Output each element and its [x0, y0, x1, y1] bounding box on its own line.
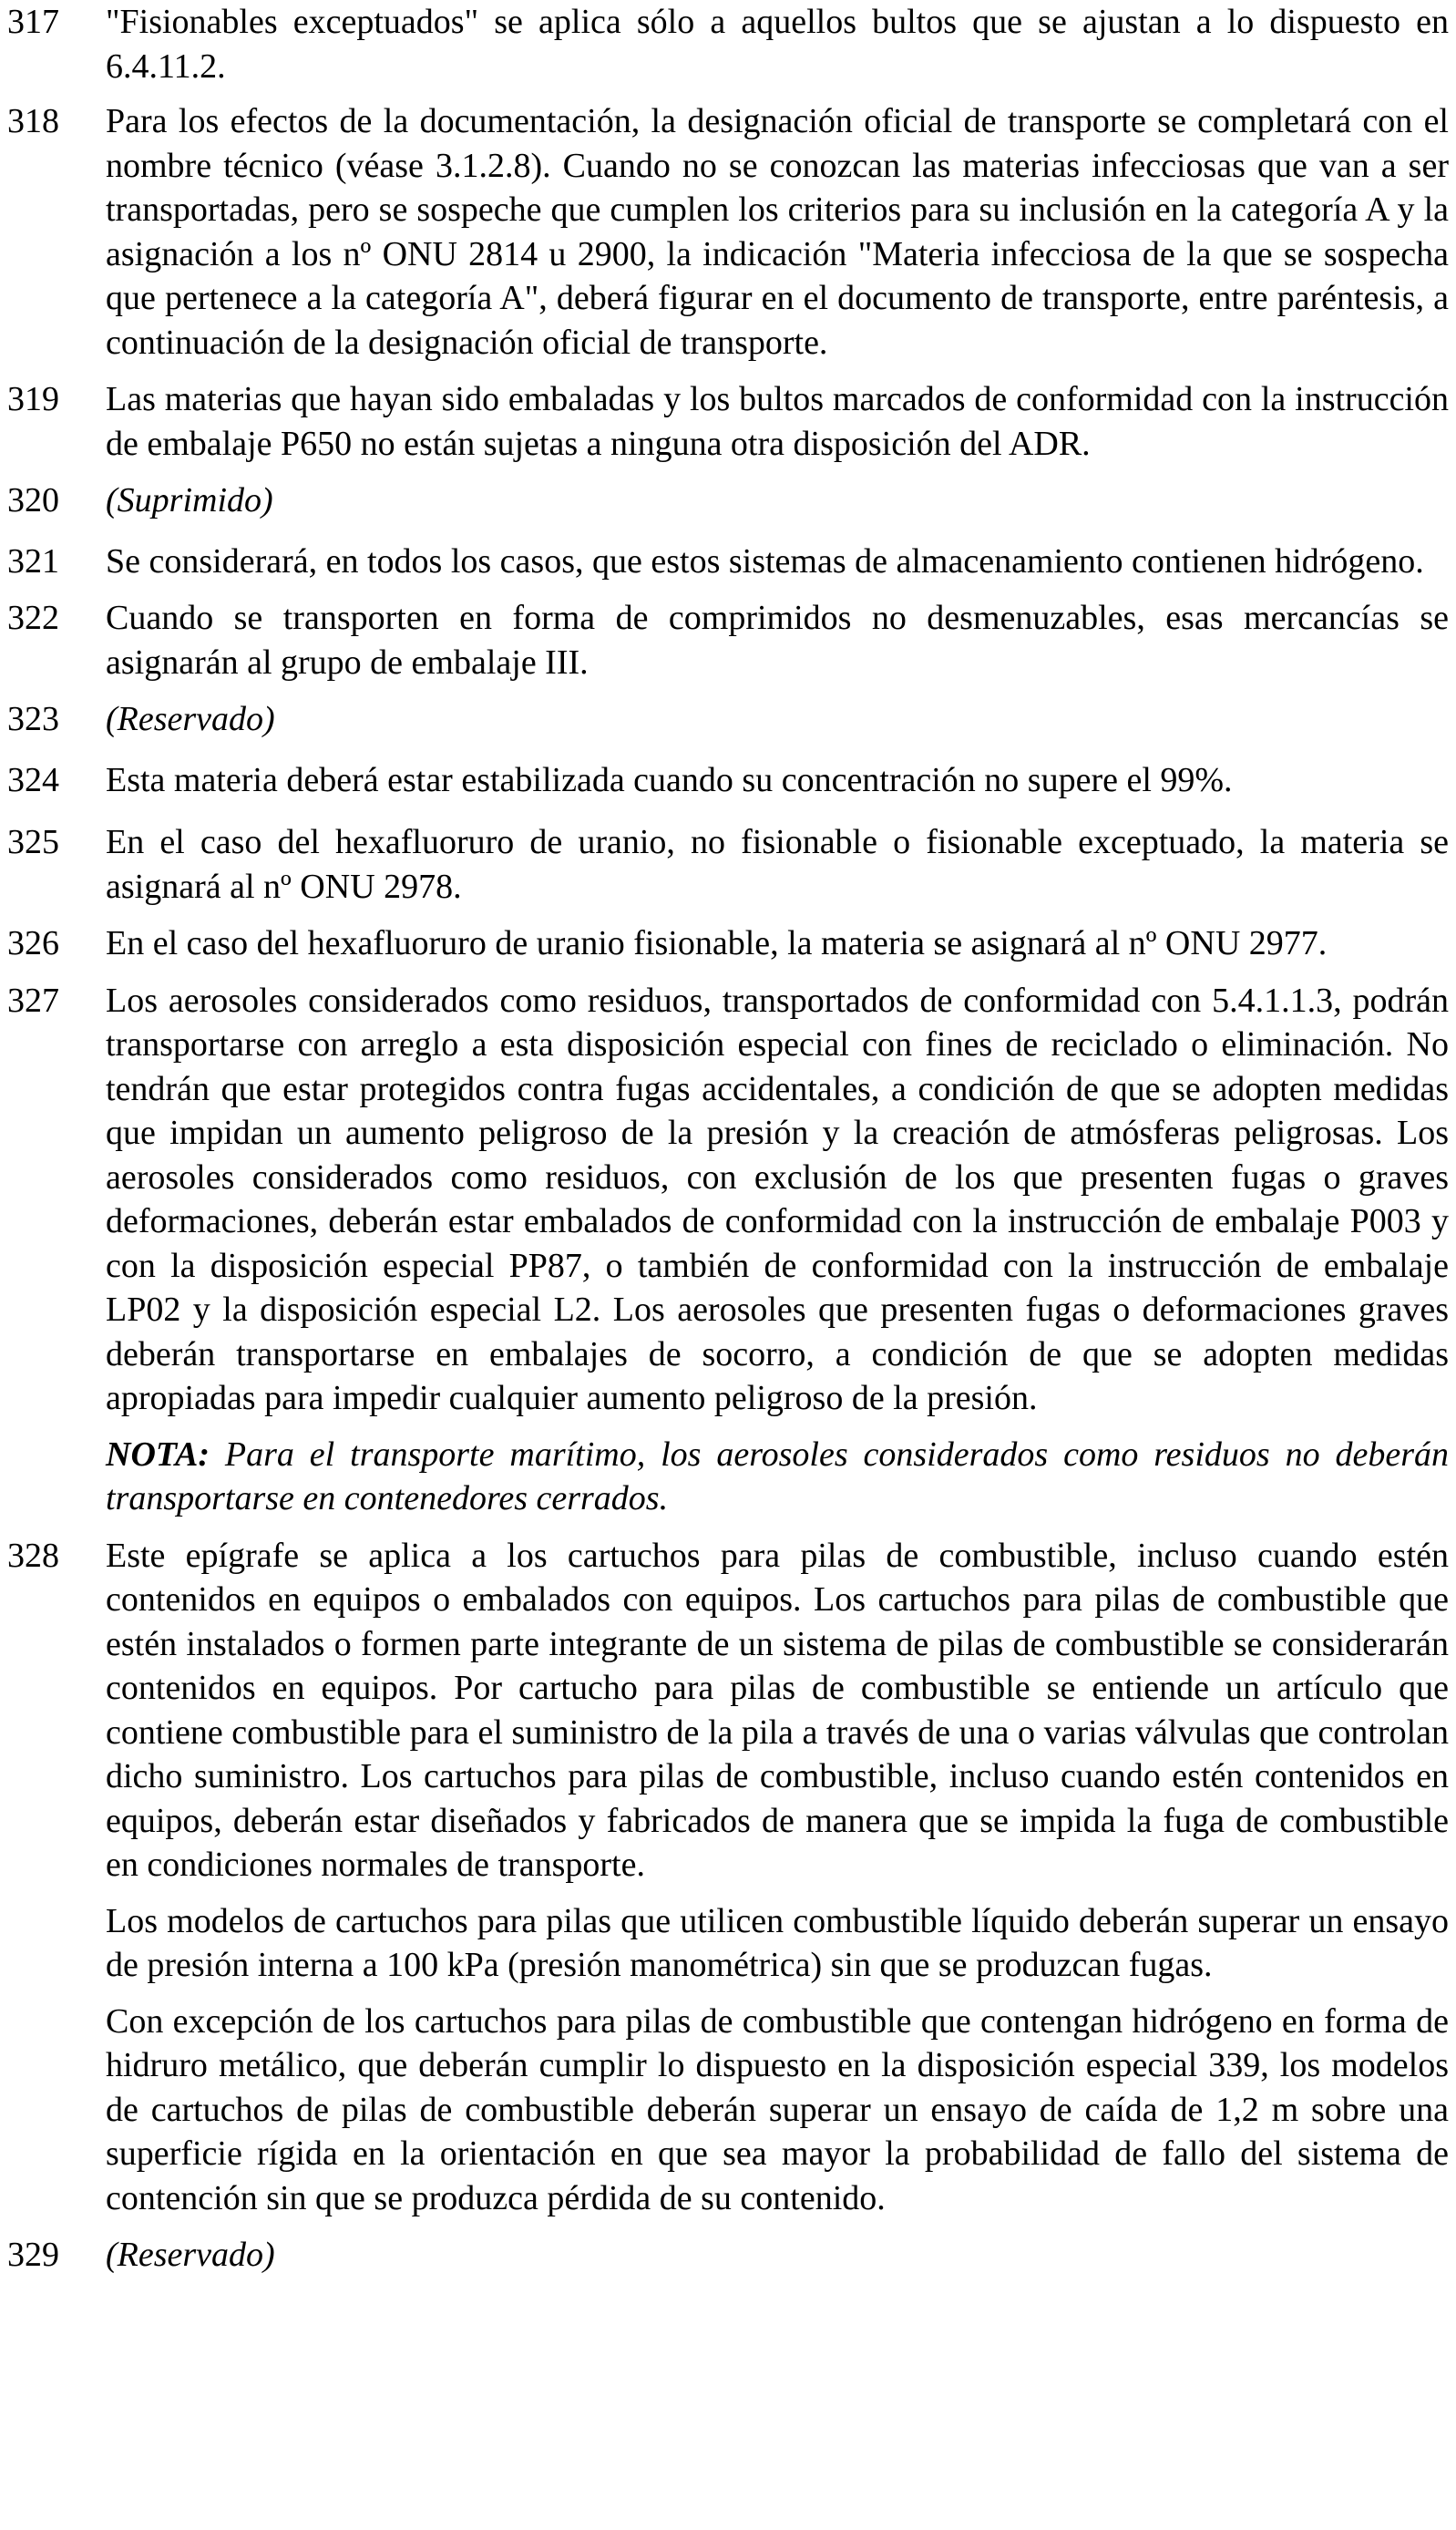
provision-number: 318: [7, 102, 59, 140]
provision-328: [7, 1534, 1449, 2221]
provision-320: [7, 478, 1449, 523]
provision-329: [7, 2233, 1449, 2278]
provision-number: 319: [7, 380, 59, 418]
provision-text: En el caso del hexafluoruro de uranio, no fisionable o fisionable exceptuado, la materia se asignará al nº ONU 2978.: [106, 823, 1449, 906]
provision-319: [7, 377, 1449, 466]
provision-number: 322: [7, 599, 59, 637]
provision-text: "Fisionables exceptuados" se aplica sólo a aquellos bultos que se ajustan a lo dispuesto en 6.4.11.2.: [106, 3, 1449, 86]
provision-number: 327: [7, 981, 59, 1020]
provision-number: 321: [7, 541, 59, 581]
provision-323: [7, 697, 1449, 742]
provision-status: (Reservado): [106, 700, 275, 738]
provision-number: 325: [7, 823, 59, 861]
provision-text: Cuando se transporten en forma de comprimidos no desmenuzables, esas mercancías se asignarán al grupo de embalaje III.: [106, 599, 1449, 682]
provision-322: [7, 596, 1449, 684]
provision-321: [7, 540, 1449, 584]
provision-324: [7, 758, 1449, 803]
provision-number: 317: [7, 3, 59, 41]
provision-number: 326: [7, 924, 59, 962]
provision-318: [7, 99, 1449, 365]
provision-text: Los modelos de cartuchos para pilas que utilicen combustible líquido deberán superar un ensayo de presión interna a 100 kPa (presión manométrica) sin que se produzcan fugas.: [106, 1901, 1449, 1984]
provision-317: [7, 0, 1449, 88]
provision-text: Los aerosoles considerados como residuos, transportados de conformidad con 5.4.1.1.3, podrán transportarse con arreglo a esta disposición especial con fines de reciclado o eliminación. No tendrán que estar protegidos contra fugas accidentales, a condición de que se adopten medidas que impidan un aumento peligroso de la presión y la creación de atmósferas peligrosas. Los aerosoles considerados como residuos, con exclusión de los que presenten fugas o graves deformaciones, deberán estar embalados de conformidad con la instrucción de embalaje P003 y con la disposición especial PP87, o también de conformidad con la instrucción de embalaje LP02 y la disposición especial L2. Los aerosoles que presenten fugas o deformaciones graves deberán transportarse en embalajes de socorro, a condición de que se adopten medidas apropiadas para impedir cualquier aumento peligroso de la presión.: [106, 981, 1449, 1417]
provision-text: Este epígrafe se aplica a los cartuchos para pilas de combustible, incluso cuando estén contenidos en equipos o embalados con equipos. Los cartuchos para pilas de combustible que estén instalados o formen parte integrante de un sistema de pilas de combustible se considerarán contenidos en equipos. Por cartucho para pilas de combustible se entiende un artículo que contiene combustible para el suministro de la pila a través de una o varias válvulas que controlan dicho suministro. Los cartuchos para pilas de combustible, incluso cuando estén contenidos en equipos, deberán estar diseñados y fabricados de manera que se impida la fuga de combustible en condiciones normales de transporte.: [106, 1536, 1449, 1884]
provision-number: 323: [7, 700, 59, 738]
note-text: Para el transporte marítimo, los aerosoles considerados como residuos no deberán transportarse en contenedores cerrados.: [106, 1435, 1449, 1517]
provision-number: 320: [7, 481, 59, 519]
provision-325: [7, 820, 1449, 909]
provision-number: 328: [7, 1536, 59, 1575]
provision-326: [7, 921, 1449, 966]
document-page: [7, 0, 1449, 2290]
provision-number: 324: [7, 760, 59, 799]
provision-text: En el caso del hexafluoruro de uranio fisionable, la materia se asignará al nº ONU 2977.: [106, 924, 1328, 962]
provision-status: (Reservado): [106, 2236, 275, 2274]
provision-text: Con excepción de los cartuchos para pilas de combustible que contengan hidrógeno en forma de hidruro metálico, que deberán cumplir lo dispuesto en la disposición especial 339, los modelos de cartuchos de pilas de combustible deberán superar un ensayo de caída de 1,2 m sobre una superficie rígida en la orientación en que sea mayor la probabilidad de fallo del sistema de contención sin que se produzca pérdida de su contenido.: [106, 2001, 1449, 2217]
provision-text: Esta materia deberá estar estabilizada cuando su concentración no supere el 99%.: [106, 760, 1233, 799]
provision-status: (Suprimido): [106, 481, 273, 519]
provision-text: Para los efectos de la documentación, la designación oficial de transporte se completará con el nombre técnico (véase 3.1.2.8). Cuando no se conozcan las materias infecciosas que van a ser transportadas, pero se sospeche que cumplen los criterios para su inclusión en la categoría A y la asignación a los nº ONU 2814 u 2900, la indicación "Materia infecciosa de la que se sospecha que pertenece a la categoría A", deberá figurar en el documento de transporte, entre paréntesis, a continuación de la designación oficial de transporte.: [106, 102, 1449, 362]
provision-327: [7, 979, 1449, 1521]
provision-text: Las materias que hayan sido embaladas y los bultos marcados de conformidad con la instrucción de embalaje P650 no están sujetas a ninguna otra disposición del ADR.: [106, 380, 1449, 463]
note-paragraph: [106, 1433, 1449, 1521]
provision-text: Se considerará, en todos los casos, que estos sistemas de almacenamiento contienen hidrógeno.: [106, 541, 1424, 581]
provision-number: 329: [7, 2236, 59, 2274]
note-label: NOTA:: [106, 1435, 210, 1474]
